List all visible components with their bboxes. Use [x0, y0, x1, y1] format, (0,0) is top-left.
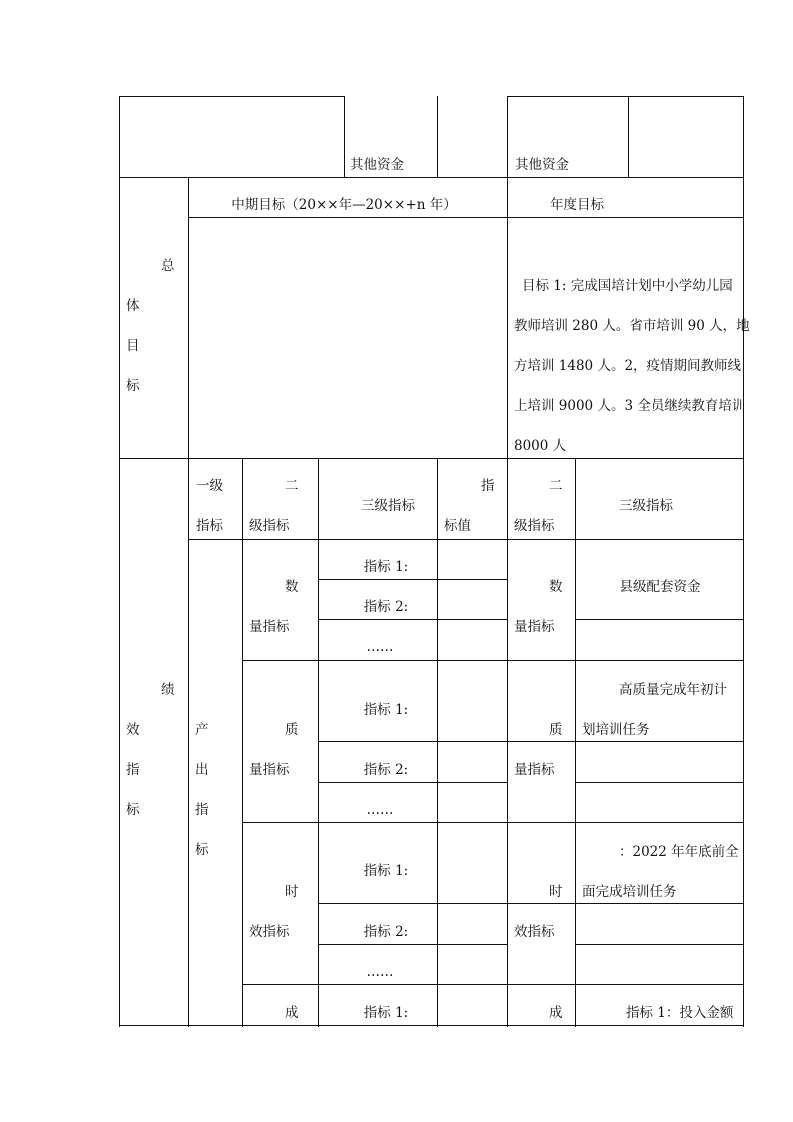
value-header: 指 — [481, 478, 495, 494]
grid-line — [188, 539, 744, 540]
timeliness-right-item: ：2022 年年底前全 — [619, 844, 739, 860]
overall-goal-label-char: 标 — [126, 378, 140, 394]
table-border-top — [119, 96, 344, 97]
mid-term-goal-header: 中期目标（20××年—20××+n 年） — [231, 197, 457, 213]
grid-line — [188, 217, 744, 218]
quality-item: …… — [366, 802, 394, 818]
level2-header-left: 二 — [285, 478, 299, 494]
level2-header-right: 级指标 — [514, 518, 555, 534]
quality-label: 质 — [285, 722, 299, 738]
grid-line — [119, 96, 120, 1027]
timeliness-right-item: 面完成培训任务 — [582, 884, 677, 900]
annual-goal-line: 教师培训 280 人。省市培训 90 人，地 — [514, 318, 750, 334]
quality-label: 量指标 — [249, 762, 290, 778]
cost-item: 指标 1: — [363, 1005, 409, 1021]
level2-header-right: 二 — [549, 478, 563, 494]
cost-label-right: 成 — [549, 1005, 563, 1021]
timeliness-item: 指标 2: — [363, 924, 409, 940]
grid-line — [242, 660, 744, 661]
grid-line — [575, 619, 744, 620]
timeliness-label: 时 — [285, 884, 299, 900]
quality-right-item: 划培训任务 — [582, 722, 650, 738]
timeliness-label: 效指标 — [249, 924, 290, 940]
annual-goal-line: 上培训 9000 人。3 全员继续教育培训 — [514, 398, 746, 414]
quality-item: 指标 1: — [363, 702, 409, 718]
level2-header-left: 级指标 — [249, 518, 290, 534]
quantity-item: 指标 1: — [363, 559, 409, 575]
output-indicator-label-char: 产 — [195, 722, 209, 738]
timeliness-label-right: 时 — [549, 884, 563, 900]
annual-goal-line: 方培训 1480 人。2，疫情期间教师线 — [514, 358, 742, 374]
grid-line — [242, 458, 243, 1027]
quantity-item: 指标 2: — [363, 599, 409, 615]
grid-line — [437, 96, 438, 177]
quality-label-right: 量指标 — [514, 762, 555, 778]
quality-right-item: 高质量完成年初计 — [619, 682, 727, 698]
overall-goal-label-char: 体 — [126, 298, 140, 314]
grid-line — [318, 944, 507, 945]
grid-line — [507, 177, 508, 1027]
table-border-top — [507, 96, 744, 97]
grid-line — [318, 741, 744, 742]
grid-line — [507, 96, 508, 177]
grid-line — [188, 177, 189, 1027]
level1-header: 一级 — [196, 478, 223, 494]
other-funds-label-right: 其他资金 — [515, 157, 569, 173]
quantity-label: 数 — [285, 579, 299, 595]
annual-goal-header: 年度目标 — [550, 197, 604, 213]
other-funds-label-left: 其他资金 — [350, 157, 404, 173]
grid-line — [119, 458, 744, 459]
grid-line — [242, 984, 744, 985]
overall-goal-label-char: 总 — [161, 258, 175, 274]
grid-line — [318, 903, 744, 904]
grid-line — [628, 96, 629, 177]
grid-line — [437, 458, 438, 1027]
output-indicator-label-char: 指 — [195, 802, 209, 818]
timeliness-item: …… — [366, 964, 394, 980]
grid-line — [318, 579, 507, 580]
grid-line — [344, 96, 345, 177]
grid-line — [119, 177, 744, 178]
level3-header-left: 三级指标 — [361, 498, 415, 514]
level1-header: 指标 — [196, 518, 223, 534]
table-border-right — [743, 96, 744, 1027]
grid-line — [318, 782, 507, 783]
performance-label-char: 标 — [126, 802, 140, 818]
grid-line — [242, 822, 744, 823]
quantity-label-right: 量指标 — [514, 619, 555, 635]
grid-line — [575, 782, 744, 783]
cost-right-item: 指标 1：投入金额 — [626, 1005, 734, 1021]
grid-line — [575, 944, 744, 945]
timeliness-item: 指标 1: — [363, 863, 409, 879]
quantity-label-right: 数 — [549, 579, 563, 595]
cost-label: 成 — [285, 1005, 299, 1021]
quantity-label: 量指标 — [249, 619, 290, 635]
performance-label-char: 效 — [126, 722, 140, 738]
timeliness-label-right: 效指标 — [514, 924, 555, 940]
annual-goal-line: 8000 人 — [514, 438, 567, 454]
annual-goal-line: 目标 1: 完成国培计划中小学幼儿园 — [522, 278, 733, 294]
output-indicator-label-char: 标 — [195, 842, 209, 858]
quality-label-right: 质 — [549, 722, 563, 738]
quantity-item: …… — [366, 639, 394, 655]
level3-header-right: 三级指标 — [619, 498, 673, 514]
grid-line — [318, 458, 319, 1027]
quality-item: 指标 2: — [363, 762, 409, 778]
output-indicator-label-char: 出 — [195, 762, 209, 778]
grid-line — [318, 619, 507, 620]
overall-goal-label-char: 目 — [126, 338, 140, 354]
performance-label-char: 绩 — [161, 682, 175, 698]
quantity-right-item: 县级配套资金 — [619, 579, 701, 595]
performance-label-char: 指 — [126, 762, 140, 778]
table-border-bottom — [119, 1025, 744, 1026]
grid-line — [575, 458, 576, 1027]
value-header: 标值 — [444, 518, 471, 534]
